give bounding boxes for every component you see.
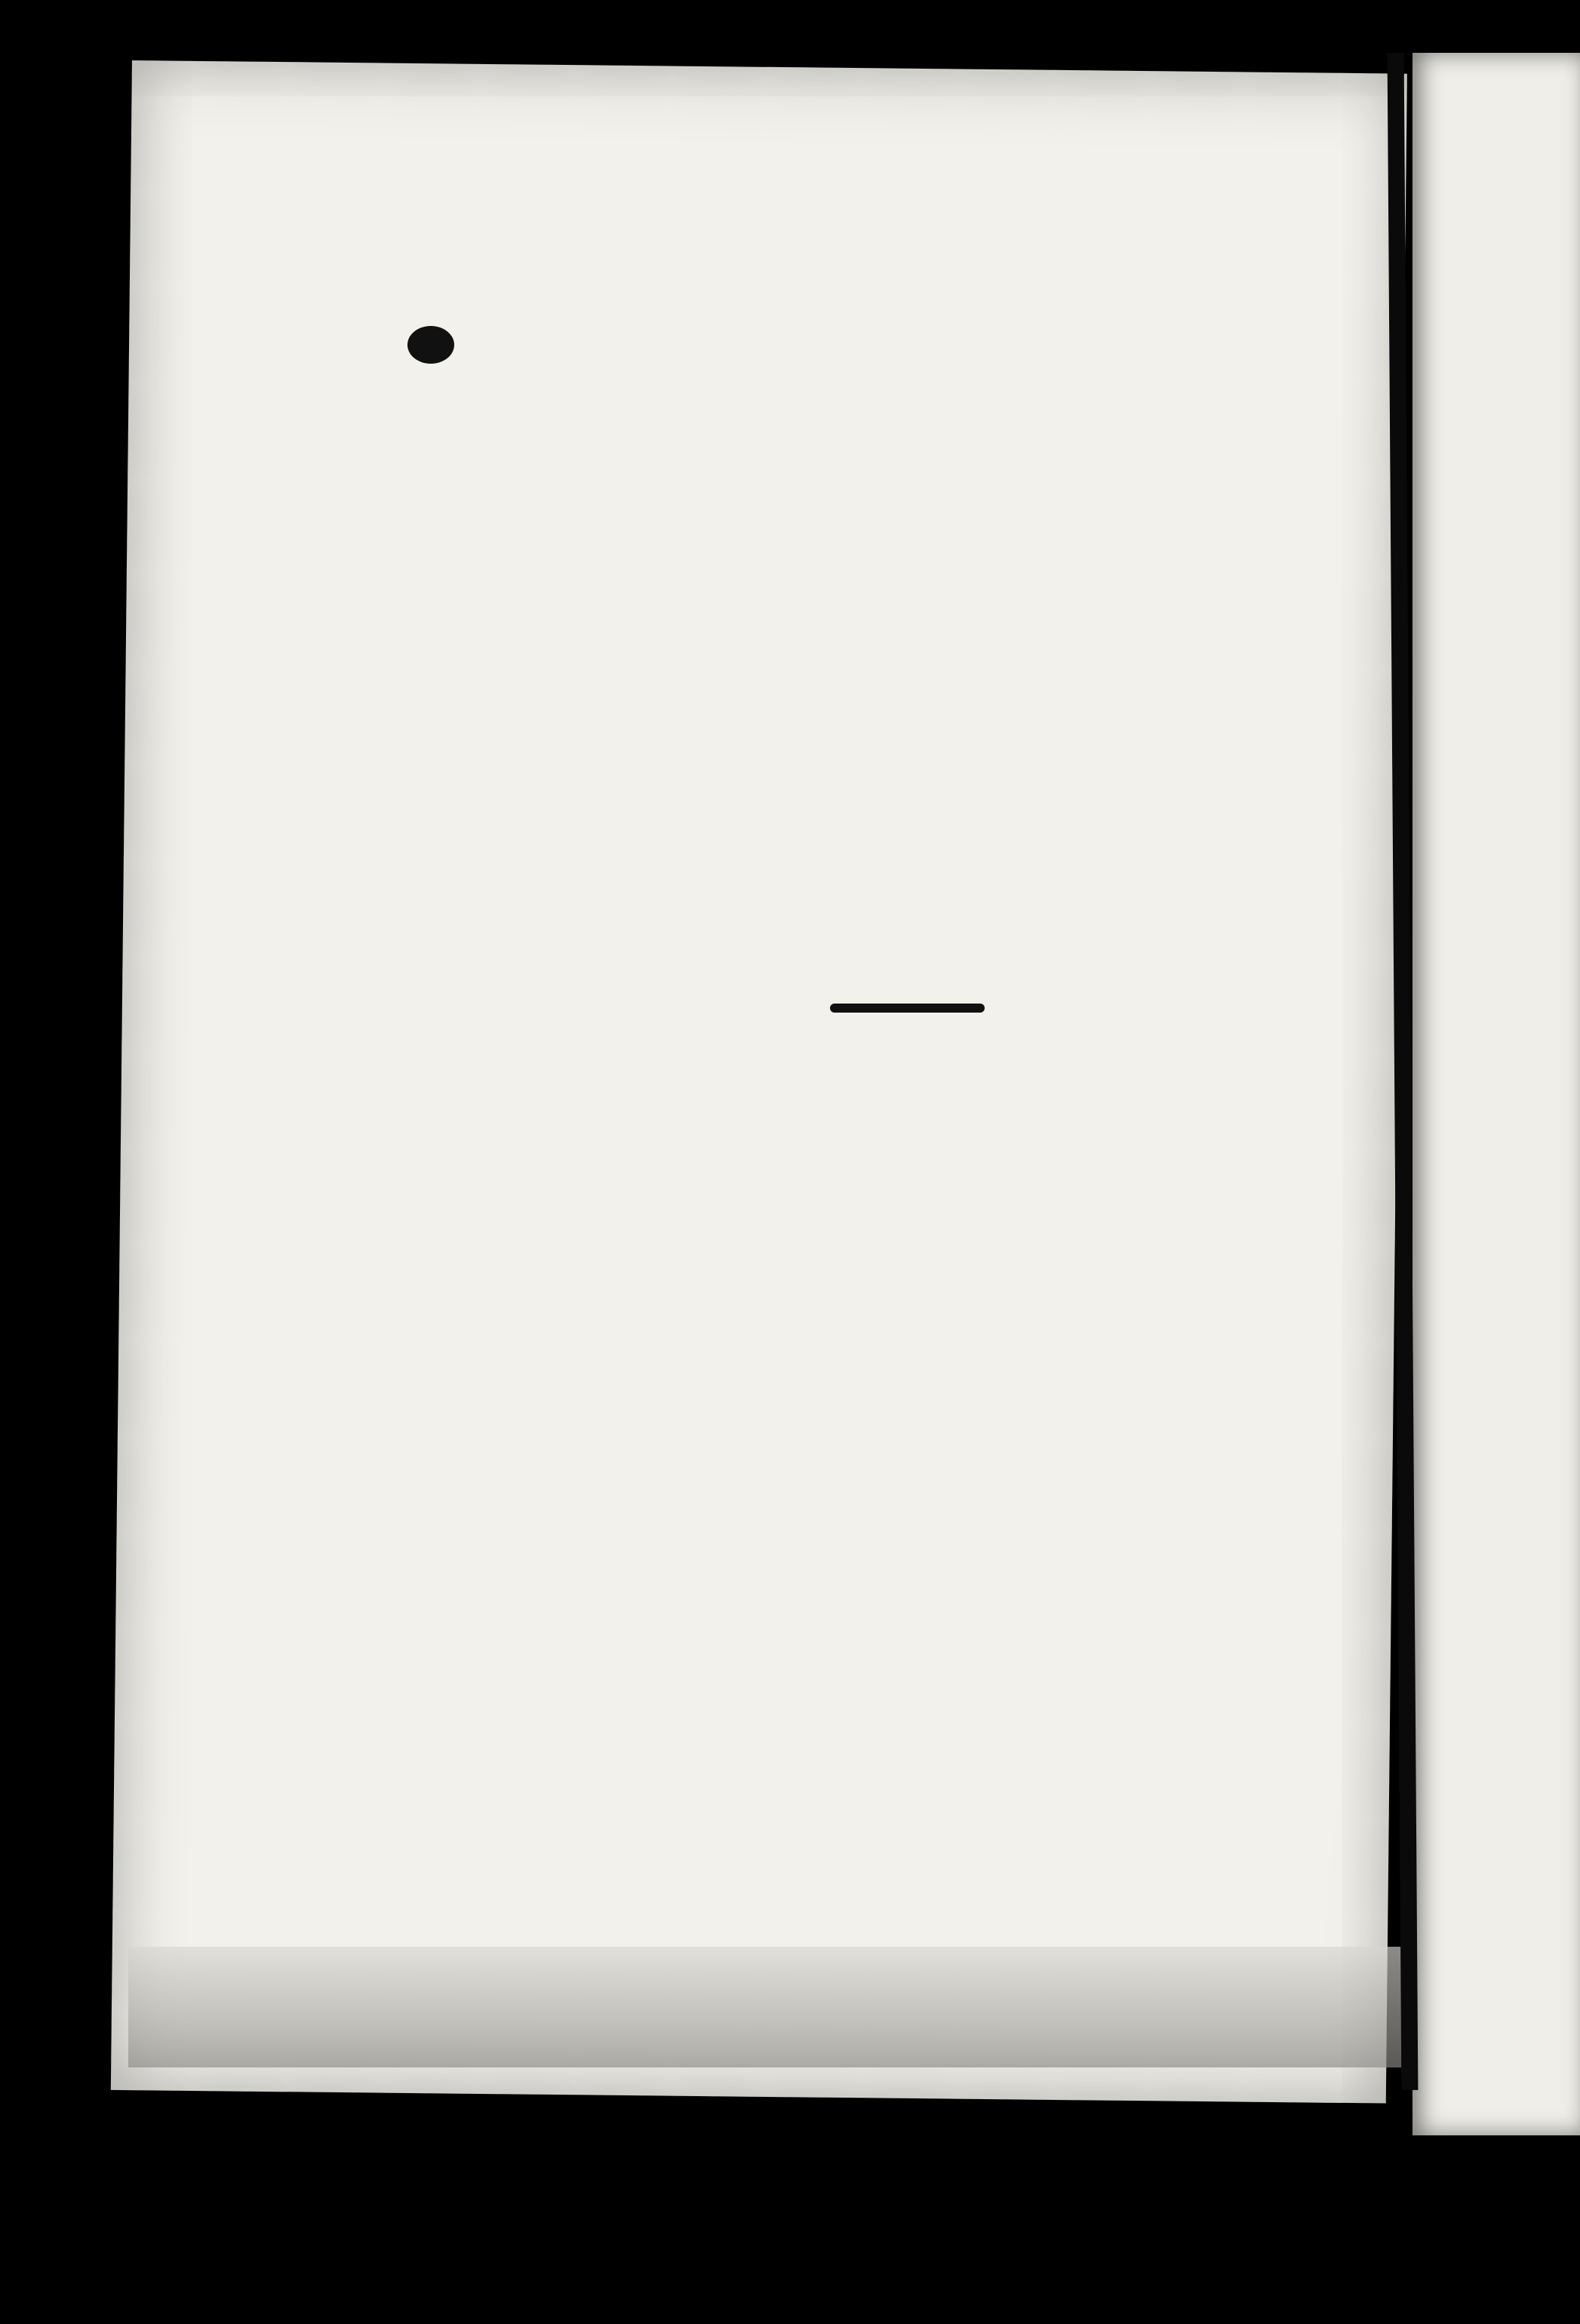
section-rule [830, 1004, 985, 1013]
page-bottom-edge [128, 1947, 1411, 2067]
catalogue-page [111, 60, 1407, 2104]
facing-page [1412, 53, 1580, 2135]
ink-blot [407, 326, 454, 364]
